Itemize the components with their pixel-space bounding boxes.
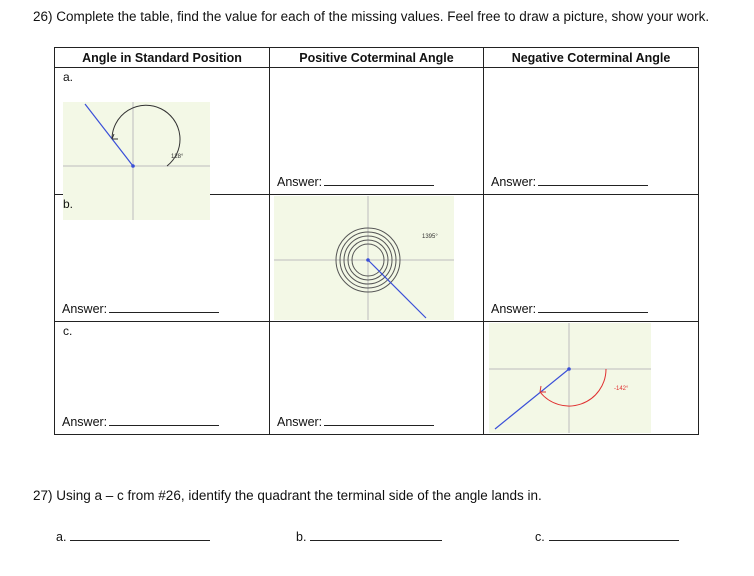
- question-26-prompt: 26) Complete the table, find the value for each of the missing values. Feel free to draw a picture, show your work.: [33, 9, 710, 24]
- table-row-a: [55, 68, 699, 195]
- header-negative-coterminal: Negative Coterminal Angle: [484, 48, 699, 68]
- origin-point: [366, 258, 370, 262]
- answer-blank[interactable]: [109, 424, 219, 426]
- cell-a-standard: [55, 68, 270, 195]
- answer-label: Answer:: [277, 175, 323, 189]
- answer-a-positive: [277, 175, 434, 189]
- q27-label-c: c.: [535, 530, 545, 544]
- cell-b-standard: [55, 195, 270, 322]
- cell-c-negative: [484, 322, 699, 435]
- answer-label: Answer:: [62, 415, 108, 429]
- angle-label-neg-142: -142°: [614, 386, 629, 392]
- table-row-b: [55, 195, 699, 322]
- q27-label-b: b.: [296, 530, 307, 544]
- answer-blank[interactable]: [324, 424, 434, 426]
- angle-table: [54, 47, 699, 435]
- answer-c-positive: [277, 415, 434, 429]
- q27-answer-c: [535, 530, 679, 544]
- answer-c-standard: [62, 415, 219, 429]
- cell-b-negative: [484, 195, 699, 322]
- row-label-b: b.: [63, 197, 74, 211]
- figure-background: [489, 323, 651, 433]
- table-header-row: [55, 48, 699, 68]
- figure-angle-1395: [274, 196, 454, 320]
- origin-point: [131, 164, 135, 168]
- header-positive-coterminal: Positive Coterminal Angle: [270, 48, 484, 68]
- answer-b-negative: [491, 302, 648, 316]
- q27-answer-b: [296, 530, 442, 544]
- q27-label-a: a.: [56, 530, 67, 544]
- answer-blank[interactable]: [324, 184, 434, 186]
- answer-label: Answer:: [491, 302, 537, 316]
- answer-label: Answer:: [62, 302, 108, 316]
- q27-blank-c[interactable]: [549, 539, 679, 541]
- answer-blank[interactable]: [538, 311, 648, 313]
- answer-blank[interactable]: [538, 184, 648, 186]
- cell-a-negative: [484, 68, 699, 195]
- figure-background: [274, 196, 454, 320]
- q27-blank-b[interactable]: [310, 539, 442, 541]
- row-label-c: c.: [63, 324, 73, 338]
- angle-label-128: 128°: [171, 154, 184, 160]
- question-27-prompt: 27) Using a – c from #26, identify the quadrant the terminal side of the angle lands in.: [33, 488, 542, 503]
- row-label-a: a.: [63, 70, 74, 84]
- origin-point: [567, 367, 571, 371]
- table-row-c: [55, 322, 699, 435]
- answer-label: Answer:: [491, 175, 537, 189]
- cell-c-positive: [270, 322, 484, 435]
- q27-blank-a[interactable]: [70, 539, 210, 541]
- angle-label-1395: 1395°: [422, 234, 438, 240]
- cell-c-standard: [55, 322, 270, 435]
- header-standard-position: Angle in Standard Position: [55, 48, 270, 68]
- answer-b-standard: [62, 302, 219, 316]
- answer-a-negative: [491, 175, 648, 189]
- figure-angle-neg-142: [489, 323, 651, 433]
- answer-blank[interactable]: [109, 311, 219, 313]
- answer-label: Answer:: [277, 415, 323, 429]
- cell-a-positive: [270, 68, 484, 195]
- cell-b-positive: [270, 195, 484, 322]
- q27-answer-a: [56, 530, 210, 544]
